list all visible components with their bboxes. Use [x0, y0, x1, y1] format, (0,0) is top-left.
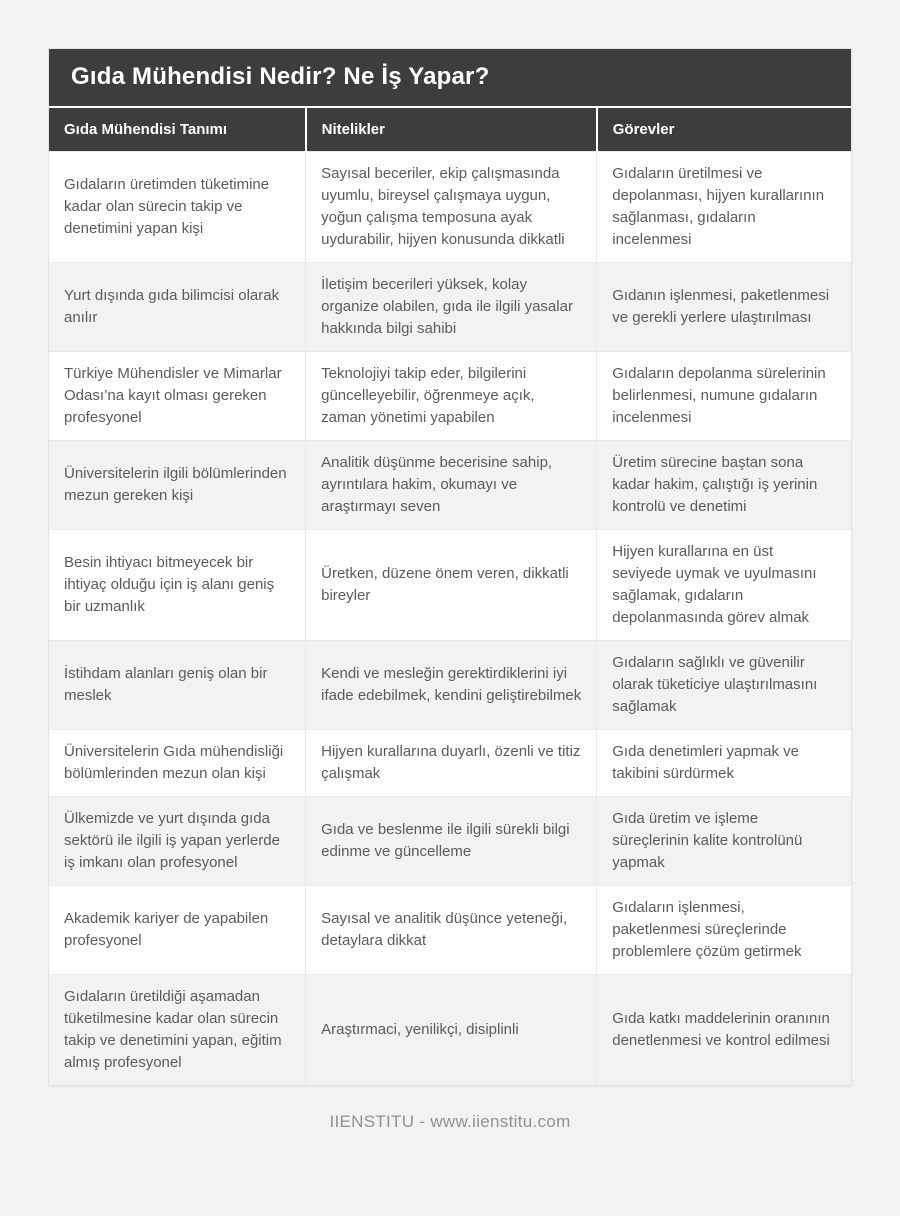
table-cell: Kendi ve mesleğin gerektirdiklerini iyi ifade edebilmek, kendini geliştirebilmek [306, 641, 597, 730]
table-row [49, 886, 851, 975]
page-title: Gıda Mühendisi Nedir? Ne İş Yapar? [71, 63, 490, 90]
table-row [49, 530, 851, 641]
table-body [49, 152, 851, 1086]
table-cell: Üretim sürecine baştan sona kadar hakim, çalıştığı iş yerinin kontrolü ve denetimi [597, 441, 851, 530]
table-cell: İletişim becerileri yüksek, kolay organize olabilen, gıda ile ilgili yasalar hakkında bilgi sahibi [306, 263, 597, 352]
table-cell: Hijyen kurallarına en üst seviyede uymak ve uyulmasını sağlamak, gıdaların depolanmasında görev almak [597, 530, 851, 641]
table-cell: Gıdaların üretimden tüketimine kadar olan sürecin takip ve denetimini yapan kişi [49, 152, 306, 263]
table-row [49, 641, 851, 730]
table-row [49, 152, 851, 263]
table-cell: Türkiye Mühendisler ve Mimarlar Odası’na kayıt olması gereken profesyonel [49, 352, 306, 441]
table-cell: Üretken, düzene önem veren, dikkatli bireyler [306, 530, 597, 641]
column-header-tanim: Gıda Mühendisi Tanımı [49, 108, 306, 152]
table-row [49, 797, 851, 886]
table-cell: İstihdam alanları geniş olan bir meslek [49, 641, 306, 730]
table-cell: Gıda üretim ve işleme süreçlerinin kalite kontrolünü yapmak [597, 797, 851, 886]
column-header-gorevler: Görevler [597, 108, 851, 152]
table-cell: Üniversitelerin ilgili bölümlerinden mezun gereken kişi [49, 441, 306, 530]
table-cell: Sayısal beceriler, ekip çalışmasında uyumlu, bireysel çalışmaya uygun, yoğun çalışma temposuna ayak uydurabilir, hijyen konusunda dikkatli [306, 152, 597, 263]
table-cell: Üniversitelerin Gıda mühendisliği bölümlerinden mezun olan kişi [49, 730, 306, 797]
table-cell: Gıdaların üretilmesi ve depolanması, hijyen kurallarının sağlanması, gıdaların incelenmesi [597, 152, 851, 263]
table-row [49, 975, 851, 1086]
table-cell: Gıdaların üretildiği aşamadan tüketilmesine kadar olan sürecin takip ve denetimini yapan, eğitim almış profesyonel [49, 975, 306, 1086]
table-cell: Sayısal ve analitik düşünce yeteneği, detaylara dikkat [306, 886, 597, 975]
table-row [49, 263, 851, 352]
table-cell: Gıda katkı maddelerinin oranının denetlenmesi ve kontrol edilmesi [597, 975, 851, 1086]
table-row [49, 730, 851, 797]
footer-credit: IIENSTITU - www.iienstitu.com [329, 1112, 571, 1131]
table-cell: Gıdanın işlenmesi, paketlenmesi ve gerekli yerlere ulaştırılması [597, 263, 851, 352]
table-cell: Hijyen kurallarına duyarlı, özenli ve titiz çalışmak [306, 730, 597, 797]
table-cell: Gıdaların sağlıklı ve güvenilir olarak tüketiciye ulaştırılmasını sağlamak [597, 641, 851, 730]
table-cell: Besin ihtiyacı bitmeyecek bir ihtiyaç olduğu için iş alanı geniş bir uzmanlık [49, 530, 306, 641]
table-card [48, 48, 852, 1086]
table-cell: Gıdaların depolanma sürelerinin belirlenmesi, numune gıdaların incelenmesi [597, 352, 851, 441]
table-cell: Gıda ve beslenme ile ilgili sürekli bilgi edinme ve güncelleme [306, 797, 597, 886]
table-cell: Ülkemizde ve yurt dışında gıda sektörü ile ilgili iş yapan yerlerde iş imkanı olan profesyonel [49, 797, 306, 886]
info-table [49, 108, 851, 1085]
table-row [49, 352, 851, 441]
table-cell: Gıdaların işlenmesi, paketlenmesi süreçlerinde problemlere çözüm getirmek [597, 886, 851, 975]
table-cell: Analitik düşünme becerisine sahip, ayrıntılara hakim, okumayı ve araştırmayı seven [306, 441, 597, 530]
table-cell: Yurt dışında gıda bilimcisi olarak anılır [49, 263, 306, 352]
table-cell: Akademik kariyer de yapabilen profesyonel [49, 886, 306, 975]
column-header-nitelikler: Nitelikler [306, 108, 597, 152]
header-row [49, 108, 851, 152]
title-bar [49, 49, 851, 108]
table-cell: Teknolojiyi takip eder, bilgilerini güncelleyebilir, öğrenmeye açık, zaman yönetimi yapabilen [306, 352, 597, 441]
table-cell: Gıda denetimleri yapmak ve takibini sürdürmek [597, 730, 851, 797]
table-cell: Araştırmaci, yenilikçi, disiplinli [306, 975, 597, 1086]
table-row [49, 441, 851, 530]
